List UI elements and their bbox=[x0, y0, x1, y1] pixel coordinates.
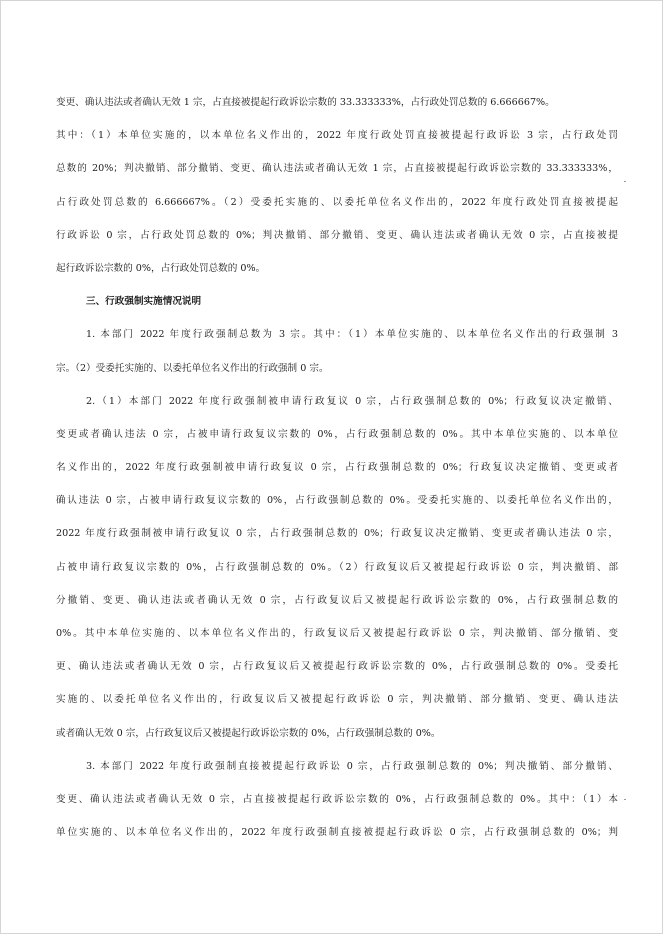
paragraph-first-line: 1. 本部门 2022 年度行政强制总数为 3 宗。其中：（1）本单位实施的、以本单位名义作出的行政强制 3 bbox=[86, 329, 618, 341]
text-line: 宗。（2）受委托实施的、以委托单位名义作出的行政强制 0 宗。 bbox=[56, 362, 329, 374]
text-line: 占行政处罚总数的 6.666667%。（2）受委托实施的、以委托单位名义作出的，2022 年度行政处罚直接被提起 bbox=[56, 196, 618, 208]
text-line: 或者确认无效 0 宗，占行政复议后又被提起行政诉讼宗数的 0%，占行政强制总数的 0%。 bbox=[56, 727, 441, 739]
text-line: 起行政诉讼宗数的 0%，占行政处罚总数的 0%。 bbox=[56, 262, 266, 274]
text-line: 实施的、以委托单位名义作出的，行政复议后又被提起行政诉讼 0 宗，判决撤销、部分撤销、变更、确认违法 bbox=[56, 694, 618, 706]
text-line: 2022 年度行政强制被申请行政复议 0 宗，占行政强制总数的 0%；行政复议决定撤销、变更或者确认违法 0 宗， bbox=[56, 528, 618, 540]
text-line: 更、确认违法或者确认无效 0 宗，占行政复议后又被提起行政诉讼宗数的 0%，占行政强制总数的 0%。受委托 bbox=[56, 661, 618, 673]
text-line: 行政诉讼 0 宗，占行政处罚总数的 0%；判决撤销、部分撤销、变更、确认违法或者确认无效 0 宗，占直接被提 bbox=[56, 229, 618, 241]
document-body bbox=[56, 91, 618, 854]
margin-mark bbox=[624, 181, 626, 182]
text-line: 变更、确认违法或者确认无效 0 宗，占直接被提起行政诉讼宗数的 0%，占行政强制总数的 0%。其中：（1）本 bbox=[56, 793, 618, 805]
text-line: 变更或者确认违法 0 宗，占被申请行政复议宗数的 0%，占行政强制总数的 0%。其中本单位实施的、以本单位 bbox=[56, 428, 618, 440]
text-line: 确认违法 0 宗，占被申请行政复议宗数的 0%，占行政强制总数的 0%。受委托实施的、以委托单位名义作出的， bbox=[56, 495, 618, 507]
text-line: 0%。其中本单位实施的、以本单位名义作出的，行政复议后又被提起行政诉讼 0 宗，判决撤销、部分撤销、变 bbox=[56, 628, 618, 639]
text-line: 占被申请行政复议宗数的 0%，占行政强制总数的 0%。（2）行政复议后又被提起行政诉讼 0 宗，判决撤销、部 bbox=[56, 561, 618, 573]
margin-mark bbox=[624, 799, 626, 800]
text-line: 单位实施的、以本单位名义作出的，2022 年度行政强制直接被提起行政诉讼 0 宗，占行政强制总数的 0%；判 bbox=[56, 827, 618, 839]
text-line: 其中：（1）本单位实施的，以本单位名义作出的，2022 年度行政处罚直接被提起行政诉讼 3 宗，占行政处罚 bbox=[56, 130, 618, 142]
section-heading: 三、行政强制实施情况说明 bbox=[86, 296, 202, 308]
text-line: 名义作出的，2022 年度行政强制被申请行政复议 0 宗，占行政强制总数的 0%；行政复议决定撤销、变更或者 bbox=[56, 462, 618, 474]
paragraph-first-line: 3. 本部门 2022 年度行政强制直接被提起行政诉讼 0 宗，占行政强制总数的 0%；判决撤销、部分撤销、 bbox=[86, 760, 618, 772]
text-line: 分撤销、变更、确认违法或者确认无效 0 宗，占行政复议后又被提起行政诉讼宗数的 0%，占行政强制总数的 bbox=[56, 594, 618, 606]
text-line: 变更、确认违法或者确认无效 1 宗，占直接被提起行政诉讼宗数的 33.333333%，占行政处罚总数的 6.666667%。 bbox=[56, 97, 555, 108]
text-line: 总数的 20%；判决撤销、部分撤销、变更、确认违法或者确认无效 1 宗，占直接被提起行政诉讼宗数的 33.333333%， bbox=[56, 163, 618, 175]
paragraph-first-line: 2.（1）本部门 2022 年度行政强制被申请行政复议 0 宗，占行政强制总数的 0%；行政复议决定撤销、 bbox=[86, 395, 618, 407]
